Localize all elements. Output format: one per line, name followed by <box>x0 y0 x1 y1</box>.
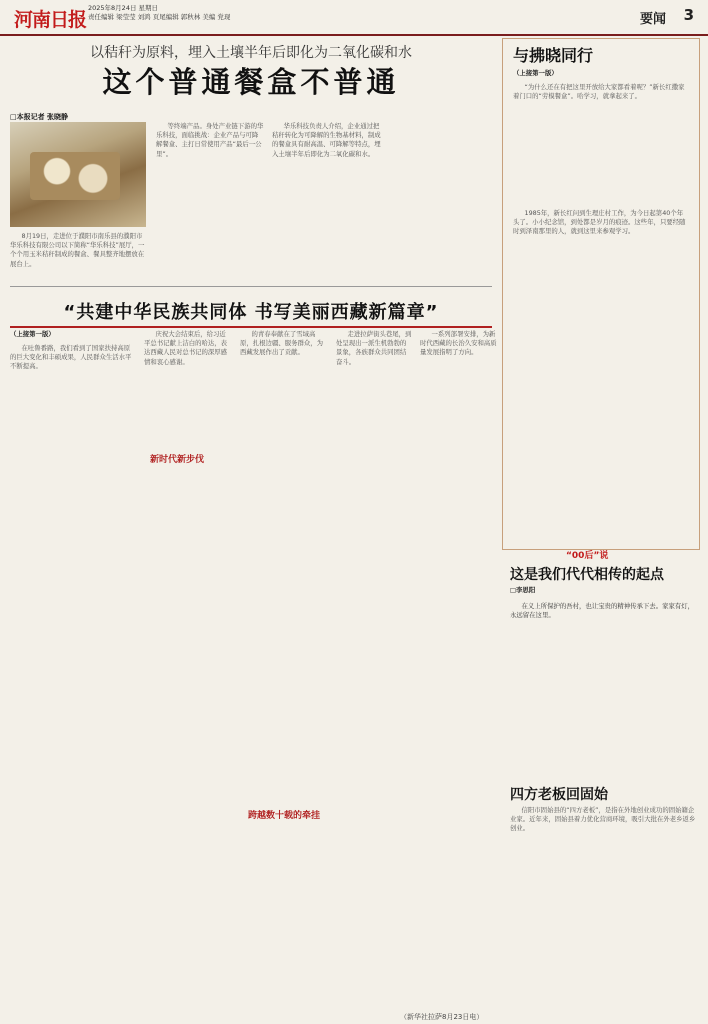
sidebar-title-2: 这是我们代代相传的起点 <box>510 567 664 583</box>
newspaper-logo: 河南日报 <box>14 9 87 31</box>
sidebar-feature <box>502 38 700 550</box>
story2-column-3 <box>240 330 326 800</box>
lead-headline: 这个普通餐盒不普通 <box>102 65 400 99</box>
lead-column-2 <box>156 122 264 278</box>
story2-rule <box>10 326 492 328</box>
story2-text-1: 在吐鲁番路，我们看到了国家扶持高原的巨大变化和丰硕成果，人民群众生活水平不断提高。 <box>10 344 132 371</box>
sidebar-text-1 <box>513 83 689 203</box>
story2-headline: “共建中华民族共同体 书写美丽西藏新篇章” <box>63 302 439 323</box>
story-divider <box>10 286 492 287</box>
sidebar-paragraph-2: 1985年，新长红问到生理庄村工作，为今日起第40个年头了。小小纪念馆，到处都是岁月的痕迹。这些年，只要经随时到泽南那里的人，就到这里来参观学习。 <box>513 209 686 236</box>
lead-kicker: 以秸秆为原料，埋入土壤半年后即化为二氧化碳和水 <box>90 45 412 61</box>
sidebar-text-4 <box>510 806 696 1006</box>
dateline-note: （新华社拉萨8月23日电） <box>400 1013 484 1021</box>
lead-byline: □本报记者 张晓静 <box>10 113 69 121</box>
sidebar-byline-2: □李思阳 <box>510 586 536 594</box>
lead-text-2: 等终端产品。身处产业链下游的华乐科技，面临挑战：企业产品与可降解餐盒、主打日常使用产品“最后一公里”。 <box>156 122 264 158</box>
story2-column-5 <box>420 330 498 1000</box>
story2-text-4: 走进拉萨街头巷尾，到处呈现出一派生机勃勃的景象，各族群众共同团结奋斗。 <box>336 330 412 366</box>
subhead-decades: 跨越数十载的牵挂 <box>248 811 321 821</box>
lead-column-1 <box>10 232 146 278</box>
editor-credits: 责任编辑 梁莹莹 刘鸿 页尾编辑 郭秋林 美编 党现 <box>88 13 231 21</box>
sidebar-paragraph-4: 信阳市固始县的“四方老板”，是指在外地创业成功的固始籍企业家。近年来，固始县着力优化营商环境，吸引大批在外老乡返乡创业。 <box>510 806 696 833</box>
lead-story <box>10 38 492 280</box>
story2-text-3: 的青春奉献在了雪域高原，扎根边疆、服务群众，为西藏发展作出了贡献。 <box>240 330 324 357</box>
section-ornament: “00后”说 <box>566 551 609 561</box>
section-name: 要闻 <box>639 12 666 27</box>
sidebar-text-2 <box>513 209 689 539</box>
lead-photo <box>10 122 146 227</box>
story2-text-5: 一系列部署安排，为新时代西藏的长治久安和高质量发展指明了方向。 <box>420 330 497 357</box>
sidebar-paragraph-1: “为什么还在有把这里开放给大家都看着呢？”新长红撒家着门口的“劳模餐盒”。哈学习，就拿起来了。 <box>513 83 685 101</box>
lead-text-3: 华乐科技负责人介绍，企业通过把秸秆转化为可降解的生物基材料，制成的餐盒具有耐高温、可降解等特点，埋入土壤半年后即化为二氧化碳和水。 <box>272 122 381 158</box>
story2-column-2 <box>144 330 230 460</box>
page-number: 3 <box>683 6 694 24</box>
story2-column-4 <box>336 330 412 1000</box>
lead-text-1: 8月19日，走进位于濮阳市南乐县的濮阳市华乐科技有限公司以下简称“华乐科技”展厅，一个个用玉米秸秆制成的餐盒、餐具整齐地摆放在展台上。 <box>10 232 145 268</box>
subhead-new-era: 新时代新步伐 <box>150 455 205 465</box>
sidebar-paragraph-3: 在义上所保护的吾村，也让宝贵的精神传承下去。家家有灯，永远留在这里。 <box>510 602 695 620</box>
sidebar-byline: （上接第一版） <box>513 69 558 77</box>
lead-column-3 <box>272 122 382 278</box>
sidebar-text-3 <box>510 602 696 772</box>
issue-info <box>88 4 230 22</box>
sidebar-title-3: 四方老板回固始 <box>510 787 608 803</box>
masthead <box>0 0 708 36</box>
story2-byline: （上接第一版） <box>10 330 55 338</box>
story2-text-2: 庆祝大会结束后，给习近平总书记献上洁白的哈达，表达西藏人民对总书记的深厚感情和衷心感谢。 <box>144 330 228 366</box>
story2-column-1 <box>10 344 134 1004</box>
sidebar-title: 与拂晓同行 <box>513 46 594 65</box>
issue-date: 2025年8月24日 星期日 <box>88 4 159 12</box>
